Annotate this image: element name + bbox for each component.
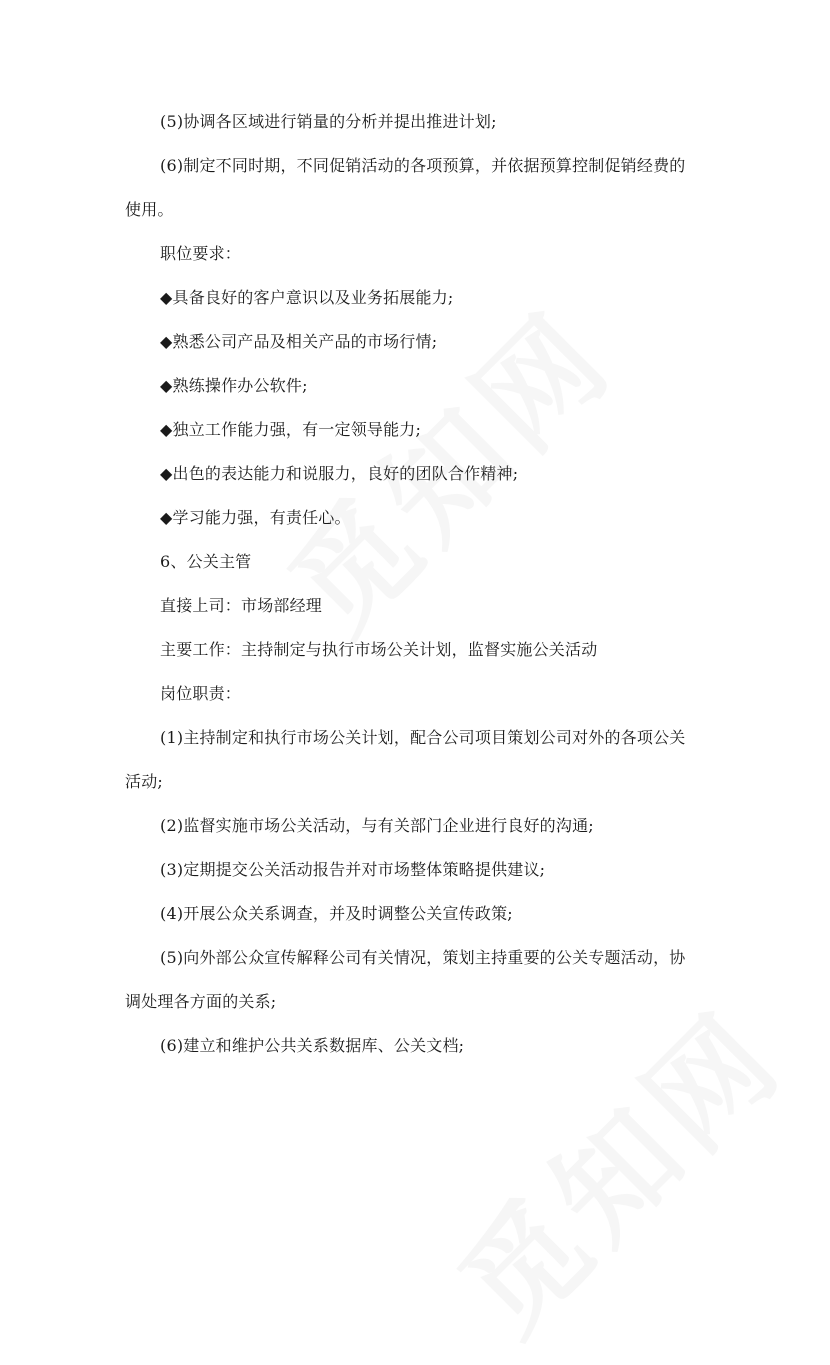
paragraph-line: (2)监督实施市场公关活动，与有关部门企业进行良好的沟通;: [160, 816, 594, 835]
paragraph-line: 主要工作：主持制定与执行市场公关计划，监督实施公关活动: [160, 640, 598, 659]
bullet-item: ◆出色的表达能力和说服力，良好的团队合作精神;: [160, 464, 519, 483]
paragraph-line: (6)制定不同时期，不同促销活动的各项预算，并依据预算控制促销经费的: [160, 156, 686, 175]
watermark: [416, 967, 813, 1364]
paragraph-line: 使用。: [125, 200, 174, 219]
paragraph-line: (5)向外部公众宣传解释公司有关情况，策划主持重要的公关专题活动，协: [160, 948, 686, 967]
paragraph-line: (4)开展公众关系调查，并及时调整公关宣传政策;: [160, 904, 513, 923]
section-heading: 6、公关主管: [160, 552, 252, 571]
paragraph-line: (6)建立和维护公共关系数据库、公关文档;: [160, 1036, 465, 1055]
bullet-item: ◆熟练操作办公软件;: [160, 376, 308, 395]
bullet-item: ◆独立工作能力强，有一定领导能力;: [160, 420, 422, 439]
paragraph-line: 调处理各方面的关系;: [125, 992, 277, 1011]
bullet-item: ◆熟悉公司产品及相关产品的市场行情;: [160, 332, 438, 351]
bullet-item: ◆具备良好的客户意识以及业务拓展能力;: [160, 288, 454, 307]
section-heading: 岗位职责：: [160, 684, 242, 703]
paragraph-line: (1)主持制定和执行市场公关计划，配合公司项目策划公司对外的各项公关: [160, 728, 686, 747]
paragraph-line: 活动;: [125, 772, 163, 791]
bullet-item: ◆学习能力强，有责任心。: [160, 508, 351, 527]
paragraph-line: (5)协调各区域进行销量的分析并提出推进计划;: [160, 112, 497, 131]
section-heading: 职位要求：: [160, 244, 242, 263]
paragraph-line: (3)定期提交公关活动报告并对市场整体策略提供建议;: [160, 860, 546, 879]
paragraph-line: 直接上司：市场部经理: [160, 596, 323, 615]
